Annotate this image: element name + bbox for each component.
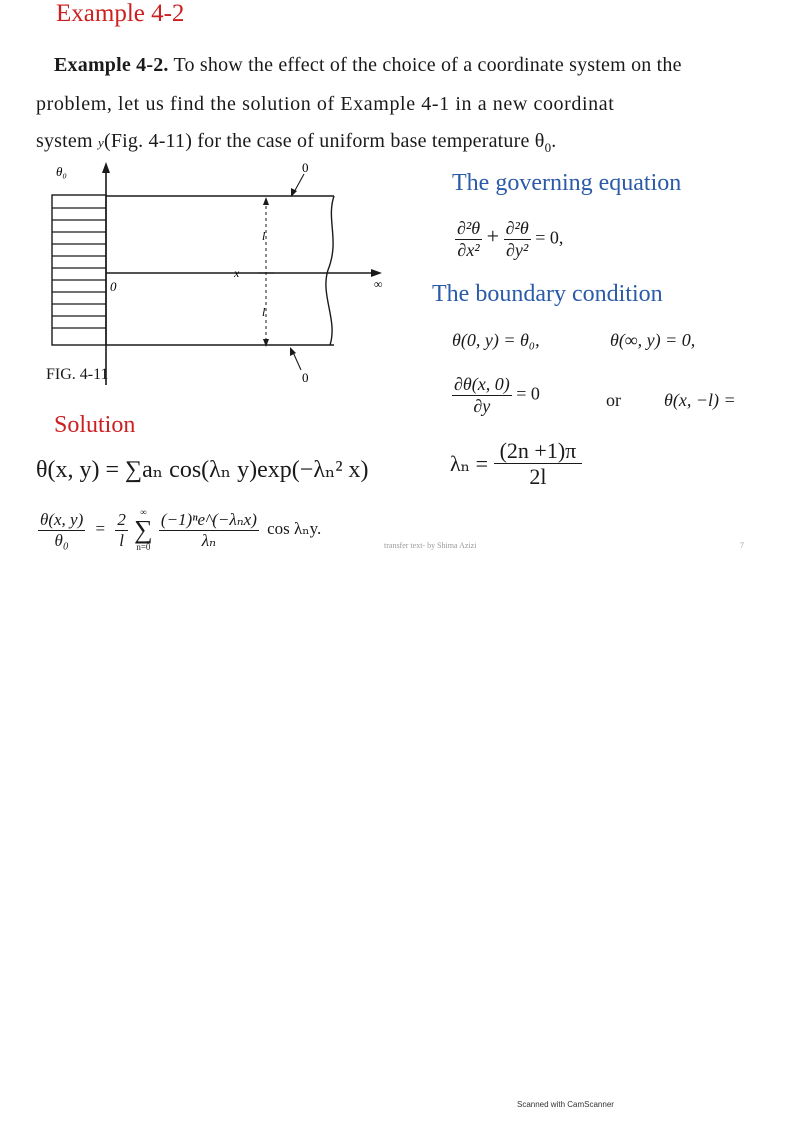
figure-label-origin: 0 [110, 279, 117, 294]
scanner-watermark: Scanned with CamScanner [517, 1100, 614, 1109]
figure-label-theta0: θ₀ [56, 164, 67, 179]
solution-equation-2: $\frac{\theta(x, y)}{\text{θ₀}}$ = $\frac{2}{l}$ ∞ ∑ n=0 $\frac{\text{(−1)ⁿe\textasciicircum{}(−λₙx)}}{\text{λₙ}}$ cos λₙy. [40, 507, 322, 552]
figure-label-l-bottom: l [262, 305, 266, 319]
figure-label-zero-bottom: 0 [302, 370, 309, 385]
figure-caption: FIG. 4-11 [46, 366, 109, 383]
example-label: Example 4-2. [54, 54, 169, 76]
boundary-condition-4: θ(x, −l) = [664, 390, 736, 410]
intro-line-3: system y(Fig. 4-11) for the case of uniform base temperature $\theta_0$. [36, 130, 557, 155]
governing-heading: The governing equation [452, 170, 682, 196]
boundary-condition-2: θ(∞, y) = 0, [610, 330, 696, 350]
figure-4-11 [36, 160, 406, 390]
figure-label-x: x [234, 266, 240, 280]
figure-label-zero-top: 0 [302, 160, 309, 175]
boundary-condition-3: $\frac{\partial\theta(x, 0)}{\partial y}$ = 0 [454, 374, 540, 416]
intro-line-1 [54, 54, 682, 77]
page-number: 7 [740, 541, 744, 550]
boundary-or: or [606, 390, 621, 410]
boundary-condition-1: θ(0, y) = θ₀, [452, 330, 540, 350]
governing-equation: $\frac{\text{∂²θ}}{\text{∂x²}}$ + $\frac{\text{∂²θ}}{\text{∂y²}}$ = 0, [457, 218, 564, 260]
boundary-heading: The boundary condition [432, 281, 663, 307]
figure-label-l-top: l [262, 229, 266, 243]
solution-equation-1: θ(x, y) = ∑aₙ cos(λₙ y)exp(−λₙ² x) [36, 457, 369, 483]
solution-heading: Solution [54, 412, 136, 438]
intro-line-2: problem, let us find the solution of Example 4-1 in a new coordinat [36, 93, 615, 115]
page-title: Example 4-2 [56, 0, 185, 27]
intro-line-1-text: To show the effect of the choice of a coordinate system on the [173, 54, 682, 76]
figure-label-infinity: ∞ [374, 277, 383, 291]
solution-lambda: λₙ = $\frac{(2n +1)\pi}{2l}$ [450, 438, 582, 490]
transfer-credit: transfer text- by Shima Azizi [384, 541, 477, 550]
